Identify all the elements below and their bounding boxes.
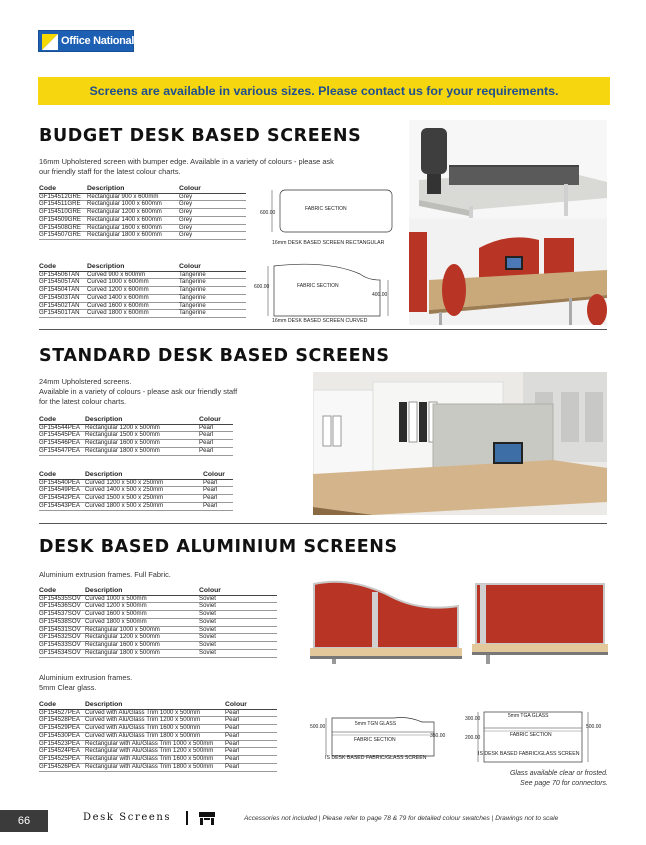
cell-colour: Pearl — [203, 495, 233, 503]
cell-colour: Pearl — [225, 756, 277, 764]
cell-code: GF154542PEA — [39, 495, 85, 503]
cell-colour: Soviet — [199, 611, 277, 619]
budget-desc-line: our friendly staff for the latest colour charts. — [39, 167, 181, 176]
cell-colour: Grey — [179, 201, 246, 209]
cell-colour: Pearl — [225, 748, 277, 756]
cell-description: Curved with Alu/Glass Trim 1000 x 500mm — [85, 709, 225, 717]
section-divider — [39, 523, 607, 524]
table-row — [39, 764, 277, 772]
diagram-caption: IS DESK BASED FABRIC/GLASS SCREEN — [325, 755, 427, 761]
table-row — [39, 447, 233, 455]
standard-rect-table — [39, 416, 233, 456]
diagram-right-height-label: 350.00 — [430, 733, 446, 739]
cell-code: GF154508GRE — [39, 224, 87, 232]
diagram-glass-label: 5mm TGA GLASS — [508, 713, 549, 719]
cell-description: Rectangular 1400 x 600mm — [87, 216, 179, 224]
cell-colour: Soviet — [199, 618, 277, 626]
cell-code: GF154540PEA — [39, 479, 85, 487]
cell-colour: Tangerine — [179, 271, 246, 279]
cell-code: GF154503TAN — [39, 294, 87, 302]
cell-colour: Pearl — [225, 717, 277, 725]
diagram-section-label: FABRIC SECTION — [297, 283, 339, 289]
table-row — [39, 502, 233, 510]
diagram-height-right-label: 400.00 — [372, 292, 388, 298]
cell-description: Curved 1600 x 600mm — [87, 302, 179, 310]
col-header-code: Code — [39, 701, 85, 709]
cell-description: Rectangular 1200 x 500mm — [85, 424, 199, 432]
cell-colour: Tangerine — [179, 287, 246, 295]
cell-description: Curved 1800 x 500 x 250mm — [85, 502, 203, 510]
col-header-code: Code — [39, 587, 85, 595]
diagram-right-height-label: 500.00 — [586, 724, 602, 730]
cell-code: GF154547PEA — [39, 447, 85, 455]
diagram-glass-label: 5mm TGN GLASS — [355, 721, 397, 727]
aluminium-desc-line: Aluminium extrusion frames. — [39, 673, 133, 682]
cell-description: Rectangular 1800 x 600mm — [87, 232, 179, 240]
cell-code: GF154505TAN — [39, 279, 87, 287]
cell-code: GF154533SOV — [39, 642, 85, 650]
cell-code: GF154531SOV — [39, 626, 85, 634]
cell-code: GF154504TAN — [39, 287, 87, 295]
diagram-top-height-label: 300.00 — [465, 716, 481, 722]
cell-description: Rectangular with Alu/Glass Trim 1600 x 500mm — [85, 756, 225, 764]
cell-description: Rectangular 1600 x 500mm — [85, 642, 199, 650]
cell-colour: Tangerine — [179, 310, 246, 318]
standard-screens-photo — [313, 372, 607, 515]
cell-description: Curved 1000 x 500mm — [85, 595, 199, 603]
cell-colour: Soviet — [199, 603, 277, 611]
col-header-code: Code — [39, 416, 85, 424]
col-header-code: Code — [39, 471, 85, 479]
standard-section-title: STANDARD DESK BASED SCREENS — [39, 346, 390, 366]
diagram-section-label: FABRIC SECTION — [510, 732, 552, 738]
diagram-caption: IS DESK BASED FABRIC/GLASS SCREEN — [478, 751, 580, 757]
cell-description: Curved 1400 x 500 x 250mm — [85, 487, 203, 495]
cell-description: Rectangular 1800 x 500mm — [85, 447, 199, 455]
cell-colour: Pearl — [225, 725, 277, 733]
cell-colour: Soviet — [199, 626, 277, 634]
cell-code: GF154506TAN — [39, 271, 87, 279]
standard-desc-line: 24mm Upholstered screens. — [39, 377, 132, 386]
cell-colour: Pearl — [199, 432, 233, 440]
cell-code: GF154543PEA — [39, 502, 85, 510]
diagram-left-height-label: 500.00 — [310, 724, 326, 730]
aluminium-desc-line: 5mm Clear glass. — [39, 683, 97, 692]
cell-colour: Grey — [179, 193, 246, 201]
cell-code: GF154538SOV — [39, 618, 85, 626]
cell-description: Rectangular 1600 x 600mm — [87, 224, 179, 232]
cell-colour: Pearl — [199, 424, 233, 432]
cell-colour: Pearl — [225, 709, 277, 717]
cell-colour: Grey — [179, 216, 246, 224]
cell-colour: Grey — [179, 224, 246, 232]
cell-description: Rectangular with Alu/Glass Trim 1200 x 500mm — [85, 748, 225, 756]
cell-colour: Grey — [179, 209, 246, 217]
cell-description: Rectangular with Alu/Glass Trim 1800 x 500mm — [85, 764, 225, 772]
cell-code: GF154535SOV — [39, 595, 85, 603]
col-header-colour: Colour — [225, 701, 277, 709]
cell-code: GF154528PEA — [39, 717, 85, 725]
cell-code: GF154501TAN — [39, 310, 87, 318]
aluminium-curved-screen-photo — [310, 578, 462, 664]
cell-code: GF154536SOV — [39, 603, 85, 611]
cell-colour: Pearl — [203, 502, 233, 510]
budget-desc-line: 16mm Upholstered screen with bumper edge. Available in a variety of colours - please ask — [39, 157, 334, 166]
cell-code: GF154529PEA — [39, 725, 85, 733]
aluminium-description-1: Aluminium extrusion frames. Full Fabric. — [39, 570, 171, 579]
cell-description: Curved 1800 x 500mm — [85, 618, 199, 626]
info-banner — [38, 77, 610, 105]
cell-description: Rectangular 1200 x 600mm — [87, 209, 179, 217]
footer-divider — [186, 811, 188, 825]
cell-colour: Tangerine — [179, 302, 246, 310]
cell-colour: Grey — [179, 232, 246, 240]
banner-text: Screens are available in various sizes. Please contact us for your requirements. — [89, 84, 559, 98]
cell-description: Rectangular 1200 x 500mm — [85, 634, 199, 642]
cell-description: Curved 900 x 600mm — [87, 271, 179, 279]
cell-code: GF154537SOV — [39, 611, 85, 619]
cell-description: Rectangular with Alu/Glass Trim 1000 x 500mm — [85, 740, 225, 748]
table-row — [39, 232, 246, 240]
diagram-height-label: 600.00 — [260, 210, 276, 216]
cell-code: GF154509GRE — [39, 216, 87, 224]
budget-screens-photo — [409, 120, 607, 325]
cell-colour: Soviet — [199, 650, 277, 658]
diagram-section-label: FABRIC SECTION — [354, 737, 396, 743]
cell-code: GF154524PEA — [39, 748, 85, 756]
col-header-colour: Colour — [199, 587, 277, 595]
glass-note — [440, 769, 608, 789]
cell-description: Curved with Alu/Glass Trim 1600 x 500mm — [85, 725, 225, 733]
col-header-colour: Colour — [179, 185, 246, 193]
diagram-height-left-label: 600.00 — [254, 284, 270, 290]
cell-code: GF154502TAN — [39, 302, 87, 310]
cell-colour: Pearl — [199, 447, 233, 455]
cell-code: GF154527PEA — [39, 709, 85, 717]
cell-code: GF154545PEA — [39, 432, 85, 440]
cell-colour: Pearl — [203, 479, 233, 487]
cell-colour: Tangerine — [179, 294, 246, 302]
col-header-description: Description — [85, 471, 203, 479]
col-header-code: Code — [39, 185, 87, 193]
standard-desc-line: Available in a variety of colours - please ask our friendly staff — [39, 387, 238, 396]
budget-description — [39, 157, 379, 177]
budget-rect-table — [39, 185, 246, 240]
budget-section-title: BUDGET DESK BASED SCREENS — [39, 126, 362, 146]
cell-colour: Tangerine — [179, 279, 246, 287]
cell-description: Rectangular 1000 x 500mm — [85, 626, 199, 634]
cell-code: GF154544PEA — [39, 424, 85, 432]
cell-code: GF154510GRE — [39, 209, 87, 217]
cell-description: Curved with Alu/Glass Trim 1200 x 500mm — [85, 717, 225, 725]
logo-text: Office National — [61, 35, 135, 47]
table-row — [39, 650, 277, 658]
cell-colour: Pearl — [225, 764, 277, 772]
col-header-description: Description — [85, 701, 225, 709]
cell-code: GF154523PEA — [39, 740, 85, 748]
aluminium-section-title: DESK BASED ALUMINIUM SCREENS — [39, 537, 398, 557]
desk-icon — [199, 812, 215, 825]
col-header-description: Description — [85, 587, 199, 595]
cell-description: Rectangular 1500 x 500mm — [85, 432, 199, 440]
table-row — [39, 310, 246, 318]
col-header-colour: Colour — [203, 471, 233, 479]
cell-code: GF154507GRE — [39, 232, 87, 240]
glass-note-line: Glass available clear or frosted. — [509, 770, 608, 777]
connectors-note-line: See page 70 for connectors. — [520, 780, 608, 787]
cell-description: Curved 1500 x 500 x 250mm — [85, 495, 203, 503]
footer-note: Accessories not included | Please refer to page 78 & 79 for detailed colour swatches | Drawings not to scale — [244, 815, 559, 822]
cell-colour: Pearl — [225, 740, 277, 748]
col-header-description: Description — [87, 185, 179, 193]
col-header-colour: Colour — [179, 263, 246, 271]
aluminium-description-2 — [39, 673, 132, 693]
cell-description: Rectangular 1800 x 500mm — [85, 650, 199, 658]
cell-colour: Soviet — [199, 595, 277, 603]
cell-description: Rectangular 1600 x 500mm — [85, 440, 199, 448]
cell-description: Curved with Alu/Glass Trim 1800 x 500mm — [85, 732, 225, 740]
cell-code: GF154525PEA — [39, 756, 85, 764]
cell-colour: Pearl — [199, 440, 233, 448]
cell-code: GF154512GRE — [39, 193, 87, 201]
aluminium-glass-table — [39, 701, 277, 772]
office-national-logo — [38, 30, 134, 52]
cell-description: Rectangular 1000 x 600mm — [87, 201, 179, 209]
page-number: 66 — [0, 810, 48, 832]
cell-description: Curved 1600 x 500mm — [85, 611, 199, 619]
diagram-bottom-height-label: 200.00 — [465, 735, 481, 741]
cell-code: GF154530PEA — [39, 732, 85, 740]
cell-colour: Soviet — [199, 634, 277, 642]
budget-curved-table — [39, 263, 246, 318]
cell-code: GF154532SOV — [39, 634, 85, 642]
cell-description: Curved 1200 x 600mm — [87, 287, 179, 295]
diagram-caption: 16mm DESK BASED SCREEN CURVED — [272, 318, 368, 324]
cell-colour: Pearl — [225, 732, 277, 740]
cell-description: Curved 1200 x 500mm — [85, 603, 199, 611]
col-header-description: Description — [85, 416, 199, 424]
standard-desc-line: for the latest colour charts. — [39, 397, 127, 406]
cell-description: Curved 1200 x 500 x 250mm — [85, 479, 203, 487]
col-header-code: Code — [39, 263, 87, 271]
cell-description: Curved 1400 x 600mm — [87, 294, 179, 302]
col-header-description: Description — [87, 263, 179, 271]
footer-section-title: Desk Screens — [83, 812, 172, 823]
aluminium-rectangular-screen-photo — [472, 578, 608, 664]
cell-description: Curved 1800 x 600mm — [87, 310, 179, 318]
col-header-colour: Colour — [199, 416, 233, 424]
cell-colour: Pearl — [203, 487, 233, 495]
cell-code: GF154511GRE — [39, 201, 87, 209]
standard-description — [39, 377, 309, 407]
standard-curved-table — [39, 471, 233, 511]
diagram-caption: 16mm DESK BASED SCREEN RECTANGULAR — [272, 240, 385, 246]
diagram-section-label: FABRIC SECTION — [305, 206, 347, 212]
cell-description: Rectangular 900 x 600mm — [87, 193, 179, 201]
cell-description: Curved 1000 x 600mm — [87, 279, 179, 287]
cell-code: GF154549PEA — [39, 487, 85, 495]
section-divider — [39, 329, 607, 330]
aluminium-fabric-table — [39, 587, 277, 658]
cell-code: GF154526PEA — [39, 764, 85, 772]
cell-colour: Soviet — [199, 642, 277, 650]
cell-code: GF154534SOV — [39, 650, 85, 658]
cell-code: GF154546PEA — [39, 440, 85, 448]
